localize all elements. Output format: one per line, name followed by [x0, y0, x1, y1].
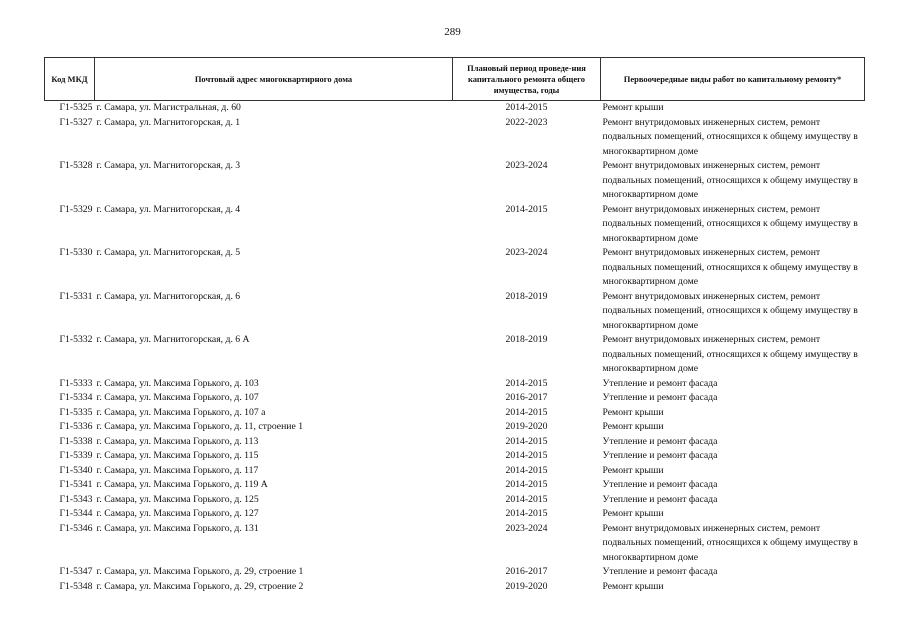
table-row [45, 159, 865, 203]
period-cell: 2023-2024 [505, 247, 548, 258]
code-cell: Г1-5327 [59, 116, 93, 128]
works-cell: Ремонт крыши [602, 102, 664, 113]
code-cell: Г1-5329 [59, 203, 93, 215]
code-cell: Г1-5344 [59, 508, 93, 519]
header-address: Почтовый адрес многоквартирного дома [95, 58, 453, 101]
address-cell: г. Самара, ул. Максима Горького, д. 125 [96, 493, 259, 505]
works-cell: Утепление и ремонт фасада [602, 392, 718, 403]
period-cell: 2019-2020 [505, 421, 548, 432]
code-cell: Г1-5335 [59, 406, 93, 418]
period-cell: 2019-2020 [505, 580, 548, 592]
table-header-row [45, 58, 865, 101]
address-cell: г. Самара, ул. Магнитогорская, д. 1 [96, 116, 241, 128]
period-cell: 2016-2017 [505, 392, 548, 403]
capital-repair-table [44, 57, 865, 594]
period-cell: 2014-2015 [505, 406, 548, 418]
code-cell: Г1-5333 [59, 377, 93, 389]
works-cell: Ремонт крыши [602, 580, 664, 592]
period-cell: 2014-2015 [505, 508, 548, 519]
works-cell: Ремонт крыши [602, 464, 664, 476]
table-row [45, 420, 865, 435]
works-cell: Ремонт внутридомовых инженерных систем, ремонт подвальных помещений, относящихся к общему имуществу в многоквартирном доме [602, 334, 858, 374]
code-cell: Г1-5332 [59, 334, 93, 345]
code-cell: Г1-5325 [59, 102, 93, 113]
code-cell: Г1-5346 [59, 522, 93, 534]
works-cell: Ремонт крыши [602, 406, 664, 418]
address-cell: г. Самара, ул. Магнитогорская, д. 6 А [96, 334, 250, 345]
address-cell: г. Самара, ул. Максима Горького, д. 131 [96, 522, 259, 534]
period-cell: 2014-2015 [505, 377, 548, 389]
table-row [45, 391, 865, 406]
period-cell: 2014-2015 [505, 435, 548, 447]
works-cell: Ремонт крыши [602, 421, 664, 432]
works-cell: Ремонт крыши [602, 508, 664, 519]
code-cell: Г1-5331 [59, 290, 93, 302]
header-works: Первоочередные виды работ по капитальному ремонту* [601, 58, 865, 101]
period-cell: 2014-2015 [505, 479, 548, 490]
period-cell: 2018-2019 [505, 290, 548, 302]
address-cell: г. Самара, ул. Магнитогорская, д. 4 [96, 203, 241, 215]
code-cell: Г1-5334 [59, 392, 93, 403]
table-row [45, 507, 865, 522]
table-row [45, 203, 865, 247]
address-cell: г. Самара, ул. Максима Горького, д. 117 [96, 464, 259, 476]
code-cell: Г1-5341 [59, 479, 93, 490]
address-cell: г. Самара, ул. Магистральная, д. 60 [96, 102, 241, 113]
code-cell: Г1-5336 [59, 421, 93, 432]
table-row [45, 246, 865, 290]
works-cell: Утепление и ремонт фасада [602, 435, 718, 447]
works-cell: Ремонт внутридомовых инженерных систем, ремонт подвальных помещений, относящихся к общему имуществу в многоквартирном доме [602, 247, 858, 287]
code-cell: Г1-5339 [59, 450, 93, 461]
address-cell: г. Самара, ул. Магнитогорская, д. 3 [96, 160, 241, 171]
table-row [45, 290, 865, 334]
code-cell: Г1-5343 [59, 493, 93, 505]
table-row [45, 522, 865, 566]
address-cell: г. Самара, ул. Максима Горького, д. 119 А [96, 479, 268, 490]
period-cell: 2014-2015 [505, 493, 548, 505]
works-cell: Ремонт внутридомовых инженерных систем, ремонт подвальных помещений, относящихся к общему имуществу в многоквартирном доме [602, 522, 858, 563]
table-row [45, 464, 865, 479]
address-cell: г. Самара, ул. Максима Горького, д. 103 [96, 377, 259, 389]
table-body [45, 101, 865, 595]
address-cell: г. Самара, ул. Максима Горького, д. 113 [96, 435, 259, 447]
works-cell: Ремонт внутридомовых инженерных систем, ремонт подвальных помещений, относящихся к общему имуществу в многоквартирном доме [602, 160, 858, 200]
works-cell: Ремонт внутридомовых инженерных систем, ремонт подвальных помещений, относящихся к общему имуществу в многоквартирном доме [602, 290, 858, 331]
table-row [45, 493, 865, 508]
table-row [45, 580, 865, 595]
works-cell: Утепление и ремонт фасада [602, 450, 718, 461]
address-cell: г. Самара, ул. Максима Горького, д. 107 [96, 392, 259, 403]
period-cell: 2014-2015 [505, 450, 548, 461]
code-cell: Г1-5347 [59, 566, 93, 577]
period-cell: 2018-2019 [505, 334, 548, 345]
address-cell: г. Самара, ул. Максима Горького, д. 107 а [96, 406, 266, 418]
address-cell: г. Самара, ул. Магнитогорская, д. 6 [96, 290, 241, 302]
header-code: Код МКД [45, 58, 95, 101]
works-cell: Утепление и ремонт фасада [602, 377, 718, 389]
works-cell: Утепление и ремонт фасада [602, 493, 718, 505]
header-period: Плановый период проведе-ния капитального ремонта общего имущества, годы [453, 58, 601, 101]
code-cell: Г1-5338 [59, 435, 93, 447]
code-cell: Г1-5348 [59, 580, 93, 592]
code-cell: Г1-5328 [59, 160, 93, 171]
works-cell: Утепление и ремонт фасада [602, 479, 718, 490]
period-cell: 2014-2015 [505, 203, 548, 215]
table-row [45, 333, 865, 377]
table-row [45, 116, 865, 160]
period-cell: 2022-2023 [505, 116, 548, 128]
code-cell: Г1-5340 [59, 464, 93, 476]
table-row [45, 478, 865, 493]
table-row [45, 435, 865, 450]
period-cell: 2014-2015 [505, 102, 548, 113]
address-cell: г. Самара, ул. Максима Горького, д. 11, строение 1 [96, 421, 304, 432]
table-row [45, 101, 865, 116]
table-row [45, 406, 865, 421]
address-cell: г. Самара, ул. Магнитогорская, д. 5 [96, 247, 241, 258]
address-cell: г. Самара, ул. Максима Горького, д. 29, строение 2 [96, 580, 304, 592]
works-cell: Утепление и ремонт фасада [602, 566, 718, 577]
period-cell: 2023-2024 [505, 160, 548, 171]
page-number: 289 [444, 26, 461, 38]
table-row [45, 449, 865, 464]
period-cell: 2023-2024 [505, 522, 548, 534]
address-cell: г. Самара, ул. Максима Горького, д. 127 [96, 508, 259, 519]
works-cell: Ремонт внутридомовых инженерных систем, ремонт подвальных помещений, относящихся к общему имуществу в многоквартирном доме [602, 116, 858, 157]
works-cell: Ремонт внутридомовых инженерных систем, ремонт подвальных помещений, относящихся к общему имуществу в многоквартирном доме [602, 203, 858, 244]
address-cell: г. Самара, ул. Максима Горького, д. 115 [96, 450, 259, 461]
period-cell: 2016-2017 [505, 566, 548, 577]
table-row [45, 377, 865, 392]
period-cell: 2014-2015 [505, 464, 548, 476]
address-cell: г. Самара, ул. Максима Горького, д. 29, строение 1 [96, 566, 304, 577]
code-cell: Г1-5330 [59, 247, 93, 258]
table-row [45, 565, 865, 580]
